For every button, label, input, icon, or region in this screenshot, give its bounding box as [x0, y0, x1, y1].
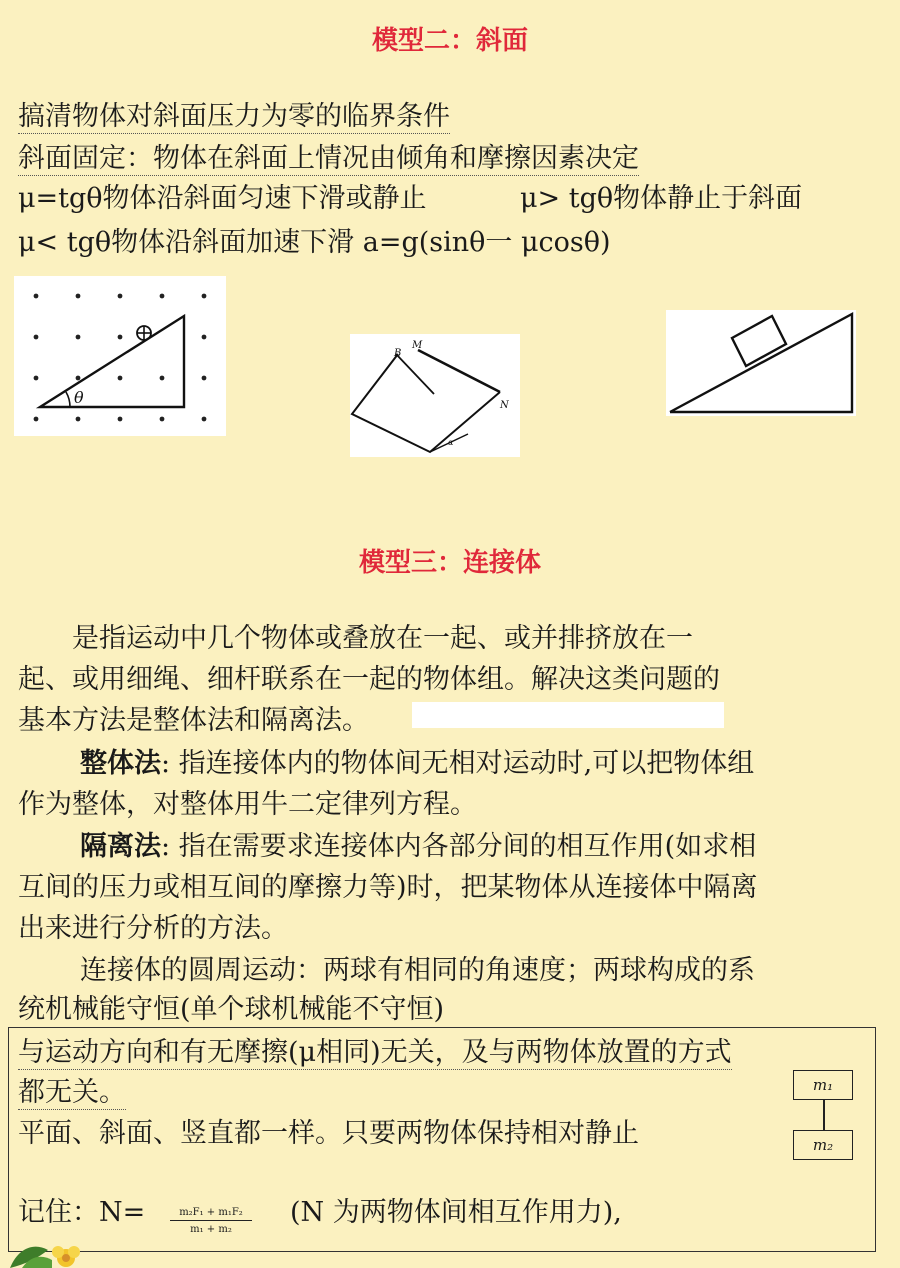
svg-text:α: α: [448, 438, 454, 447]
tilted-incline-figure: [350, 334, 520, 457]
connected-body-definition-line2: 起、或用细绳、细杆联系在一起的物体组。解决这类问题的: [18, 664, 720, 695]
circular-motion-line2: 统机械能守恒(单个球机械能不守恒): [18, 994, 445, 1025]
whole-method-line2: 作为整体，对整体用牛二定律列方程。: [18, 789, 477, 820]
isolation-method-label: 隔离法: [80, 831, 161, 862]
whole-method-line1: 整体法: 指连接体内的物体间无相对运动时,可以把物体组: [80, 748, 755, 779]
mu-greater-line: μ> tgθ物体静止于斜面: [520, 183, 803, 214]
angle-label: θ: [74, 388, 84, 407]
svg-text:M: M: [412, 340, 423, 351]
box-line2: 都无关。: [18, 1077, 126, 1108]
section2-title: 模型二：斜面: [371, 26, 528, 56]
isolation-method-line2: 互间的压力或相互间的摩擦力等)时，把某物体从连接体中隔离: [18, 872, 758, 903]
formula-numerator: m₂F₁ + m₁F₂: [170, 1207, 252, 1221]
whole-method-label: 整体法: [80, 748, 161, 779]
section3-title: 模型三：连接体: [358, 548, 541, 578]
block-on-incline-figure: [666, 310, 856, 416]
svg-text:N: N: [500, 400, 509, 411]
formula-denominator: m₁ + m₂: [190, 1224, 232, 1235]
incline-field-figure: [14, 276, 226, 436]
connected-body-definition-line1: 是指运动中几个物体或叠放在一起、或并排挤放在一: [72, 623, 693, 654]
connector-line: [823, 1100, 825, 1130]
fixed-incline-line: 斜面固定：物体在斜面上情况由倾角和摩擦因素决定: [18, 143, 639, 174]
remember-prefix: 记住：N=: [18, 1197, 146, 1228]
box-line3: 平面、斜面、竖直都一样。只要两物体保持相对静止: [18, 1118, 639, 1149]
svg-text:B: B: [394, 348, 402, 359]
isolation-method-line3: 出来进行分析的方法。: [18, 913, 288, 944]
mu-less-line: μ< tgθ物体沿斜面加速下滑 a=g(sinθ一 μcosθ): [18, 227, 611, 258]
circular-motion-line1: 连接体的圆周运动：两球有相同的角速度；两球构成的系: [80, 955, 755, 986]
remember-note: (N 为两物体间相互作用力),: [290, 1197, 622, 1228]
block-m2: m₂: [793, 1130, 853, 1160]
critical-condition-line: 搞清物体对斜面压力为零的临界条件: [18, 101, 450, 132]
block: [732, 316, 786, 366]
white-strip: [412, 702, 724, 728]
isolation-method-line1: 隔离法: 指在需要求连接体内各部分间的相互作用(如求相: [80, 831, 757, 862]
connected-body-definition-line3: 基本方法是整体法和隔离法。: [18, 705, 369, 736]
triangle-incline: [40, 316, 184, 407]
mu-equal-line: μ=tgθ物体沿斜面匀速下滑或静止: [18, 183, 427, 214]
block-m1: m₁: [793, 1070, 853, 1100]
force-formula: [170, 1207, 252, 1235]
flower-icon: [8, 1228, 88, 1268]
box-line1: 与运动方向和有无摩擦(μ相同)无关，及与两物体放置的方式: [18, 1037, 732, 1068]
